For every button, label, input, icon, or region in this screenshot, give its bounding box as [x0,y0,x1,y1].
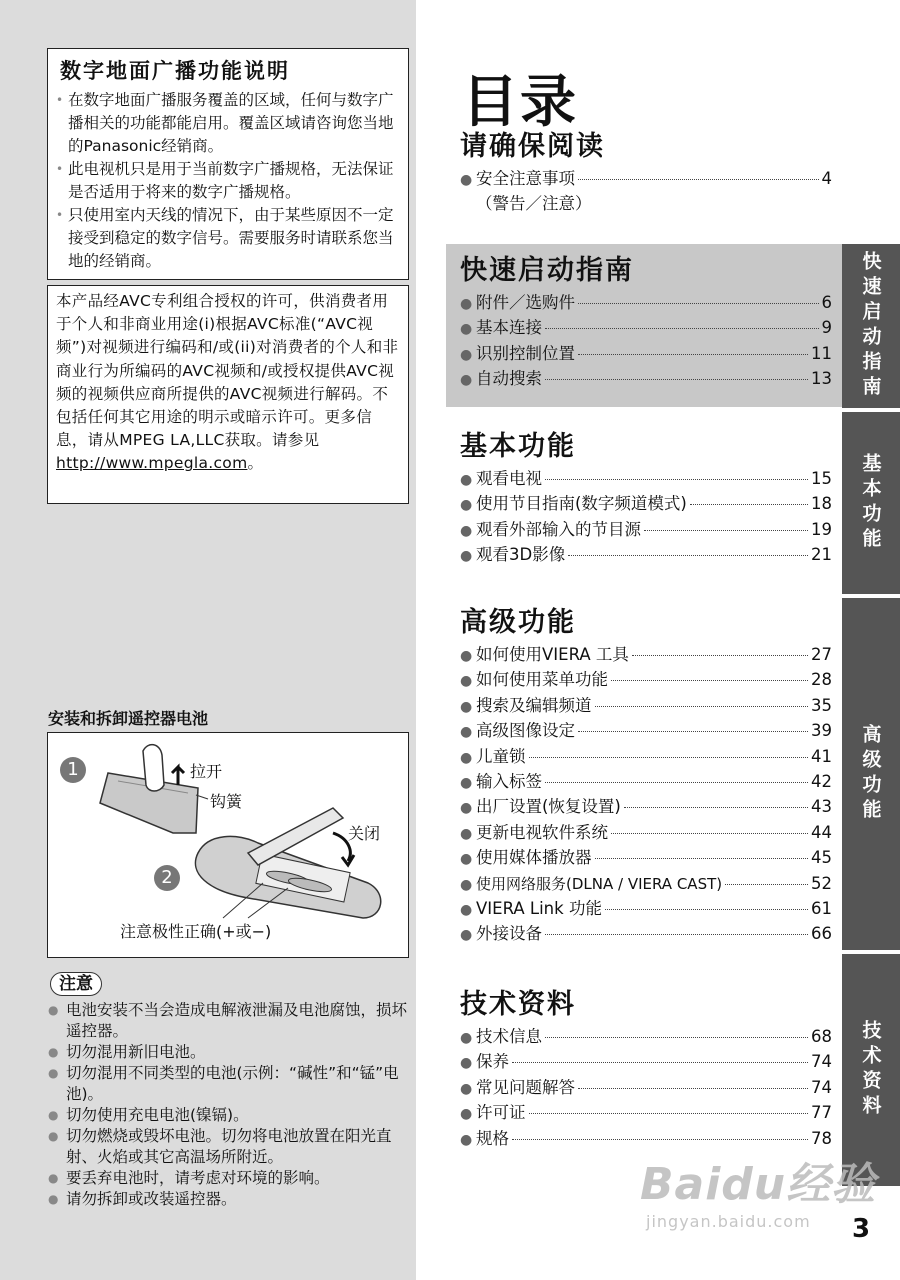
toc-section-advanced [446,600,842,948]
entry-text: 使用网络服务(DLNA / VIERA CAST) [476,874,723,893]
entry-page: 27 [811,645,832,664]
bullet-icon: ● [460,1080,473,1097]
entry-page: 44 [811,822,832,842]
entry-text: 出厂设置(恢复设置) [476,797,621,817]
bullet-icon: ● [460,172,473,188]
bullet-icon: ● [460,673,473,690]
bullet-icon: ● [460,346,473,363]
bullet-icon: ● [460,800,473,817]
toc-section-basic [446,424,842,569]
license-paragraph [56,290,400,476]
close-label: 关闭 [348,824,381,843]
entry-text: 如何使用VIERA 工具 [476,645,629,664]
bullet-icon: ● [460,698,473,715]
toc-entry[interactable] [460,518,842,543]
section-heading: 高级功能 [460,607,576,638]
entry-subtitle: （警告／注意） [476,194,592,214]
toc-title: 目录 [462,70,578,135]
entry-page: 78 [811,1128,832,1148]
digital-broadcast-notice [47,48,409,280]
entry-text: 基本连接 [476,318,542,338]
entry-text: VIERA Link 功能 [476,899,602,919]
bullet-icon: ● [460,876,473,893]
bullet-icon: ● [460,522,473,539]
watermark-url: jingyan.baidu.com [646,1212,811,1231]
entry-text: 附件／选购件 [476,293,575,312]
entry-text: 规格 [476,1128,509,1148]
watermark-logo: Baidu经验 [640,1159,877,1210]
bullet-icon: ● [460,825,473,842]
toc-entry[interactable] [460,167,842,192]
entry-page: 43 [811,797,832,817]
bullet-icon: ● [460,902,473,919]
entry-text: 观看电视 [476,469,542,488]
toc-entry[interactable] [460,367,842,392]
entry-page: 61 [811,899,832,919]
caution-item: ● 切勿混用不同类型的电池(示例：“碱性”和“锰”电池)。 [48,1063,413,1105]
toc-entry[interactable] [460,795,842,820]
bullet-icon: ● [460,1106,473,1123]
entry-text: 儿童锁 [476,746,526,766]
entry-page: 19 [811,519,832,539]
entry-page: 4 [821,169,832,188]
entry-text: 识别控制位置 [476,343,575,363]
tab-label: 基本功能 [859,453,882,553]
toc-entry[interactable] [460,467,842,492]
bullet-icon: ● [460,296,473,312]
entry-page: 74 [811,1077,832,1097]
entry-page: 13 [811,369,832,389]
entry-text: 自动搜索 [476,369,542,389]
bullet-icon: ● [460,775,473,792]
entry-page: 35 [811,695,832,715]
step-1-badge: 1 [60,757,86,783]
avc-license-notice [47,285,409,504]
toc-entry[interactable] [460,1025,842,1050]
toc-entry[interactable] [460,745,842,770]
toc-entry[interactable] [460,643,842,668]
entry-page: 6 [821,293,832,312]
entry-page: 74 [811,1052,832,1072]
entry-page: 45 [811,848,832,868]
toc-entry[interactable] [460,770,842,795]
section-heading: 技术资料 [460,989,576,1020]
baidu-watermark [640,1148,876,1231]
bullet-icon: ● [460,851,473,868]
toc-entry[interactable] [460,821,842,846]
entry-text: 使用节目指南(数字频道模式) [476,494,687,514]
entry-page: 42 [811,772,832,792]
entry-page: 77 [811,1103,832,1123]
bullet-icon: ● [460,749,473,766]
license-tail: 。 [247,454,264,473]
up-arrow-icon [172,767,184,785]
battery-illustration [47,732,409,958]
notice-item: • 此电视机只是用于当前数字广播规格，无法保证是否适用于将来的数字广播规格。 [56,158,400,204]
toc-entry[interactable] [460,719,842,744]
bullet-icon: ● [460,372,473,389]
entry-text: 外接设备 [476,924,542,944]
mpegla-link[interactable]: http://www.mpegla.com [56,454,248,473]
entry-page: 68 [811,1027,832,1046]
caution-list [48,1000,413,1210]
section-heading: 基本功能 [460,431,576,462]
entry-page: 15 [811,469,832,488]
toc-entry[interactable] [460,291,842,316]
caution-badge: 注意 [50,972,102,996]
entry-text: 使用媒体播放器 [476,848,592,868]
toc-entry[interactable] [460,1076,842,1101]
toc-entry[interactable] [460,872,842,897]
entry-page: 28 [811,670,832,690]
caution-item: ● 要丢弃电池时，请考虑对环境的影响。 [48,1168,413,1189]
entry-text: 如何使用菜单功能 [476,670,608,690]
toc-entry[interactable] [460,316,842,341]
section-heading: 请确保阅读 [460,131,605,162]
entry-text: 技术信息 [476,1027,542,1046]
toc-entry[interactable] [460,492,842,517]
entry-text: 搜索及编辑频道 [476,695,592,715]
entry-page: 9 [821,318,832,338]
entry-text: 安全注意事项 [476,169,575,188]
toc-section-technical [446,982,842,1152]
notice-list [56,89,400,273]
tab-label: 技术资料 [859,1020,882,1120]
step-2-badge: 2 [154,865,180,891]
hook-label: 钩簧 [210,792,243,811]
entry-page: 11 [811,343,832,363]
entry-text: 许可证 [476,1103,526,1123]
toc-entry[interactable] [460,1101,842,1126]
bullet-icon: ● [460,724,473,741]
toc-entry[interactable] [460,543,842,568]
entry-text: 观看3D影像 [476,545,566,565]
toc-section-must-read [446,124,842,216]
entry-page: 66 [811,924,832,944]
caution-item: ● 切勿混用新旧电池。 [48,1042,413,1063]
toc-entry[interactable] [460,694,842,719]
toc-entry[interactable] [460,897,842,922]
bullet-icon: ● [460,648,473,664]
toc-entry[interactable] [460,922,842,947]
entry-text: 更新电视软件系统 [476,822,608,842]
entry-text: 高级图像设定 [476,721,575,741]
caution-item: ● 请勿拆卸或改装遥控器。 [48,1189,413,1210]
battery-section-title: 安装和拆卸遥控器电池 [48,709,209,728]
section-heading: 快速启动指南 [460,255,634,286]
entry-text: 保养 [476,1052,509,1072]
entry-text: 输入标签 [476,772,542,792]
bullet-icon: ● [460,1030,473,1046]
tab-label: 快速启动指南 [859,251,882,401]
bullet-icon: ● [460,497,473,514]
toc-section-quick-start [446,244,842,407]
tab-label: 高级功能 [859,724,882,824]
toc-entry[interactable] [460,342,842,367]
bullet-icon: ● [460,548,473,565]
license-text: 本产品经AVC专利组合授权的许可，供消费者用于个人和非商业用途(i)根据AVC标准(“AVC视频”)对视频进行编码和/或(ii)对消费者的个人和非商业行为所编码的AVC视频和/或授权提供AVC视频的视频供应商所提供的AVC视频进行解码。不包括任何其它用途的明示或暗示许可。更多信息，请从MPEG LA,LLC获取。请参见 [56,292,399,450]
bullet-icon: ● [460,1131,473,1148]
notice-item: • 在数字地面广播服务覆盖的区域，任何与数字广播相关的功能都能启用。覆盖区域请咨询您当地的Panasonic经销商。 [56,89,400,158]
entry-page: 52 [811,873,832,893]
toc-entry[interactable] [460,668,842,693]
notice-item: • 只使用室内天线的情况下，由于某些原因不一定接受到稳定的数字信号。需要服务时请联系您当地的经销商。 [56,204,400,273]
page-number: 3 [852,1214,871,1244]
caution-item: ● 切勿燃烧或毁坏电池。切勿将电池放置在阳光直射、火焰或其它高温场所附近。 [48,1126,413,1168]
tab-advanced[interactable] [842,598,900,950]
toc-entry[interactable] [460,846,842,871]
tab-basic[interactable] [842,412,900,594]
entry-text: 观看外部输入的节目源 [476,519,641,539]
entry-page: 41 [811,746,832,766]
notice-title: 数字地面广播功能说明 [60,59,290,83]
entry-page: 18 [811,494,832,514]
caution-item: ● 切勿使用充电电池(镍镉)。 [48,1105,413,1126]
tab-quick-start[interactable] [842,244,900,408]
entry-text: 常见问题解答 [476,1077,575,1097]
bullet-icon: ● [460,321,473,338]
entry-page: 21 [811,545,832,565]
bullet-icon: ● [460,927,473,944]
entry-page: 39 [811,721,832,741]
polarity-label: 注意极性正确(+或−) [120,922,272,941]
toc-entry[interactable] [460,1050,842,1075]
pull-label: 拉开 [190,762,223,781]
bullet-icon: ● [460,1055,473,1072]
bullet-icon: ● [460,472,473,488]
hand-icon [143,745,164,791]
caution-item: ● 电池安装不当会造成电解液泄漏及电池腐蚀，损坏遥控器。 [48,1000,413,1042]
